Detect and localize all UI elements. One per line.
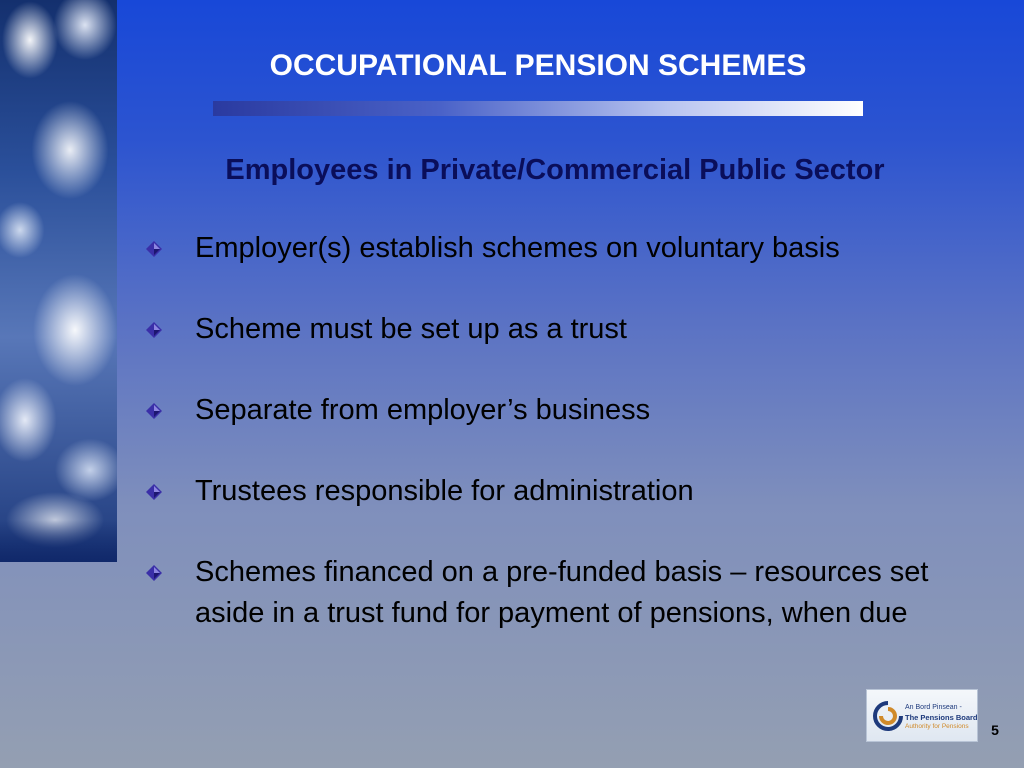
logo-text-line3: Authority for Pensions	[905, 723, 969, 730]
bullet-item	[140, 228, 1000, 269]
pensions-board-emblem-icon	[871, 699, 905, 733]
bullet-text: Trustees responsible for administration	[195, 475, 694, 507]
bullet-text: Schemes financed on a pre-funded basis – resources set aside in a trust fund for payment of pensions, when due	[195, 556, 929, 629]
bullet-item	[140, 309, 1000, 350]
bullet-text: Scheme must be set up as a trust	[195, 313, 627, 345]
diamond-bullet-icon	[146, 403, 162, 419]
diamond-bullet-icon	[146, 565, 162, 581]
sky-cloud-image	[0, 0, 117, 562]
diamond-bullet-icon	[146, 484, 162, 500]
logo-text-line2: The Pensions Board	[905, 713, 978, 722]
bullet-text: Separate from employer’s business	[195, 394, 651, 426]
slide-title: OCCUPATIONAL PENSION SCHEMES	[269, 49, 807, 82]
bullet-item	[140, 552, 1000, 634]
logo-text-line1: An Bord Pinsean -	[905, 704, 962, 711]
bullet-list	[140, 228, 1000, 674]
page-number: 5	[991, 722, 999, 738]
pensions-board-logo	[866, 689, 978, 742]
bullet-text: Employer(s) establish schemes on voluntary basis	[195, 232, 840, 264]
bullet-item	[140, 471, 1000, 512]
sky-earth-horizon	[0, 520, 117, 562]
slide-subtitle: Employees in Private/Commercial Public Sector	[225, 154, 885, 186]
diamond-bullet-icon	[146, 322, 162, 338]
title-gradient-bar	[213, 101, 863, 116]
bullet-item	[140, 390, 1000, 431]
diamond-bullet-icon	[146, 241, 162, 257]
